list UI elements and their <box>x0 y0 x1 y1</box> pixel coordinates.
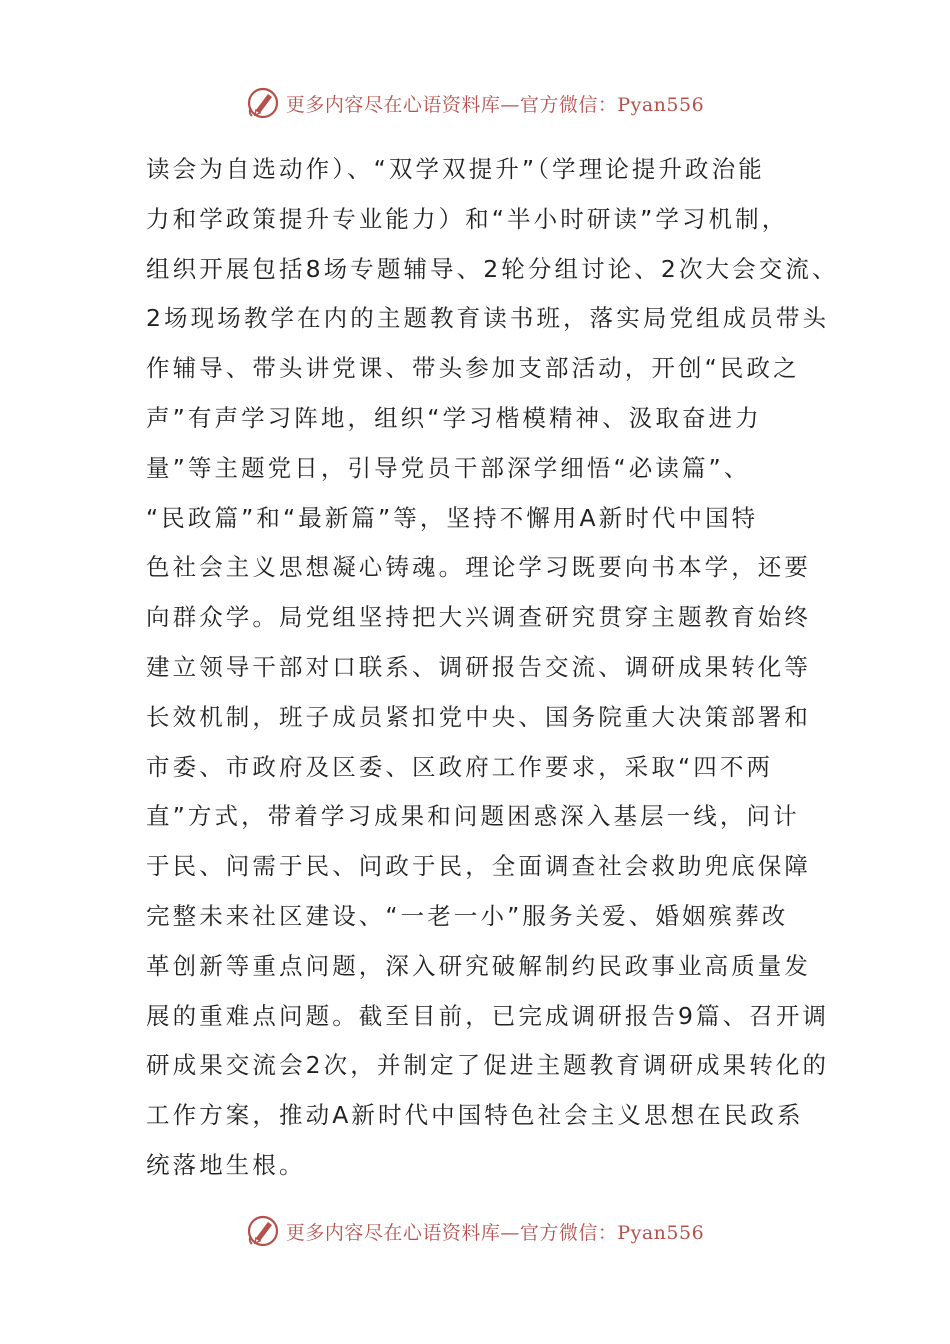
text-line: 向群众学。局党组坚持把大兴调查研究贯穿主题教育始终 <box>146 603 811 632</box>
text-line: 长效机制，班子成员紧扣党中央、国务院重大决策部署和 <box>146 702 811 731</box>
text-line: 于民、问需于民、问政于民，全面调查社会救助兜底保障 <box>146 852 811 881</box>
text-line: 作辅导、带头讲党课、带头参加支部活动，开创“民政之 <box>146 354 800 383</box>
text-line: 研成果交流会2次，并制定了促进主题教育调研成果转化的 <box>146 1051 830 1080</box>
text-line: 市委、市政府及区委、区政府工作要求，采取“四不两 <box>146 752 774 781</box>
text-line: 组织开展包括8场专题辅导、2轮分组讨论、2次大会交流、 <box>146 254 839 283</box>
text-line: 统落地生根。 <box>146 1150 306 1179</box>
text-line: 力和学政策提升专业能力）和“半小时研读”学习机制， <box>146 204 789 233</box>
banner-text: 更多内容尽在心语资料库—官方微信：Pyan556 <box>285 93 705 116</box>
text-line: 展的重难点问题。截至目前，已完成调研报告9篇、召开调 <box>146 1001 830 1030</box>
footer-banner-inner <box>246 1214 704 1248</box>
text-line: 读会为自选动作）、“双学双提升”（学理论提升政治能 <box>146 155 765 183</box>
pen-circle-logo-icon <box>246 1214 280 1248</box>
header-banner-inner <box>246 86 704 120</box>
text-line: “民政篇”和“最新篇”等，坚持不懈用A新时代中国特 <box>146 503 759 532</box>
footer-banner <box>0 1211 950 1251</box>
text-line: 量”等主题党日，引导党员干部深学细悟“必读篇”、 <box>146 453 751 482</box>
pen-circle-logo-icon <box>246 86 280 120</box>
text-line: 直”方式，带着学习成果和问题困惑深入基层一线，问计 <box>146 802 800 831</box>
text-line: 2场现场教学在内的主题教育读书班，落实局党组成员带头 <box>146 304 830 333</box>
text-line: 工作方案，推动A新时代中国特色社会主义思想在民政系 <box>146 1101 804 1130</box>
header-banner <box>0 83 950 123</box>
text-line: 色社会主义思想凝心铸魂。理论学习既要向书本学，还要 <box>146 553 811 582</box>
banner-text: 更多内容尽在心语资料库—官方微信：Pyan556 <box>285 1221 705 1244</box>
document-body <box>146 145 839 1191</box>
text-line: 革创新等重点问题，深入研究破解制约民政事业高质量发 <box>146 951 811 980</box>
text-line: 完整未来社区建设、“一老一小”服务关爱、婚姻殡葬改 <box>146 901 789 930</box>
text-line: 声”有声学习阵地，组织“学习楷模精神、汲取奋进力 <box>146 403 762 432</box>
text-line: 建立领导干部对口联系、调研报告交流、调研成果转化等 <box>146 652 811 681</box>
